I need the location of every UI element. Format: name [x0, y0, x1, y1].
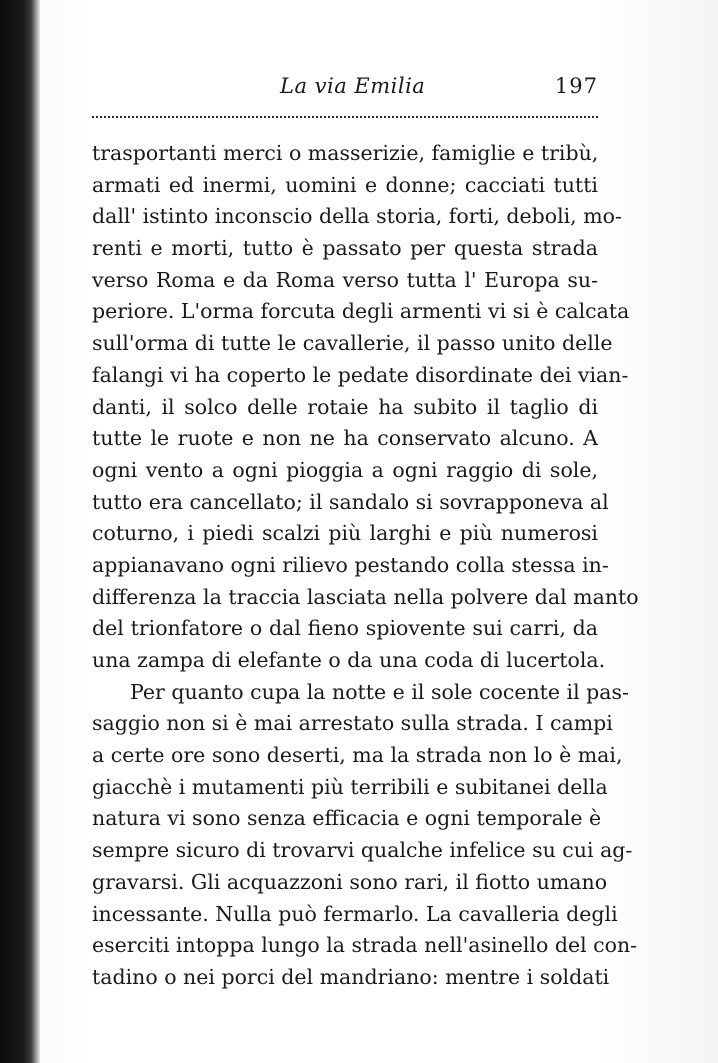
- text-line: trasportanti merci o masserizie, famiglie e tribù,: [92, 141, 599, 165]
- text-line: falangi vi ha coperto le pedate disordinate dei vian-: [92, 362, 629, 387]
- text-line: danti, il solco delle rotaie ha subito il taglio di: [92, 394, 598, 419]
- running-title: La via Emilia: [280, 74, 426, 98]
- text-line: renti e morti, tutto è passato per questa strada: [92, 236, 598, 261]
- text-line: Per quanto cupa la notte e il sole cocente il pas-: [130, 679, 629, 704]
- text-line: incessante. Nulla può fermarlo. La cavalleria degli: [92, 901, 618, 926]
- text-line: gravarsi. Gli acquazzoni sono rari, il fiotto umano: [92, 869, 608, 894]
- page-header: [92, 70, 598, 106]
- text-line: periore. L'orma forcuta degli armenti vi si è calcata: [92, 299, 630, 324]
- text-line: dall' istinto inconscio della storia, forti, deboli, mo-: [92, 204, 622, 229]
- header-dotted-rule: [92, 116, 598, 118]
- text-line: a certe ore sono deserti, ma la strada non lo è mai,: [92, 743, 623, 768]
- body-text: [92, 138, 639, 994]
- text-line: sempre sicuro di trovarvi qualche infelice su cui ag-: [92, 838, 633, 863]
- text-line: una zampa di elefante o da una coda di lucertola.: [92, 648, 606, 672]
- text-line: sull'orma di tutte le cavallerie, il passo unito delle: [92, 331, 613, 356]
- text-line: del trionfatore o dal fieno spiovente sui carri, da: [92, 616, 598, 641]
- text-line: verso Roma e da Roma verso tutta l' Europa su-: [92, 267, 598, 292]
- paragraph-1: [92, 138, 639, 677]
- text-line: tadino o nei porci del mandriano: mentre i soldati: [92, 964, 610, 989]
- text-line: tutto era cancellato; il sandalo si sovrapponeva al: [92, 489, 609, 514]
- text-line: coturno, i piedi scalzi più larghi e più numerosi: [92, 521, 598, 546]
- text-line: tutte le ruote e non ne ha conservato alcuno. A: [92, 426, 598, 451]
- text-line: giacchè i mutamenti più terribili e subitanei della: [92, 774, 608, 799]
- text-line: armati ed inermi, uomini e donne; cacciati tutti: [92, 172, 598, 197]
- book-spine-shadow: [0, 0, 40, 1063]
- paragraph-2: [92, 677, 638, 994]
- text-line: differenza la traccia lasciata nella polvere dal manto: [92, 584, 639, 609]
- text-line: eserciti intoppa lungo la strada nell'asinello del con-: [92, 933, 638, 958]
- text-line: appianavano ogni rilievo pestando colla stessa in-: [92, 552, 609, 577]
- text-line: natura vi sono senza efficacia e ogni temporale è: [92, 806, 602, 831]
- text-line: ogni vento a ogni pioggia a ogni raggio di sole,: [92, 457, 598, 482]
- text-line: saggio non si è mai arrestato sulla strada. I campi: [92, 711, 613, 736]
- page-number: 197: [554, 74, 598, 98]
